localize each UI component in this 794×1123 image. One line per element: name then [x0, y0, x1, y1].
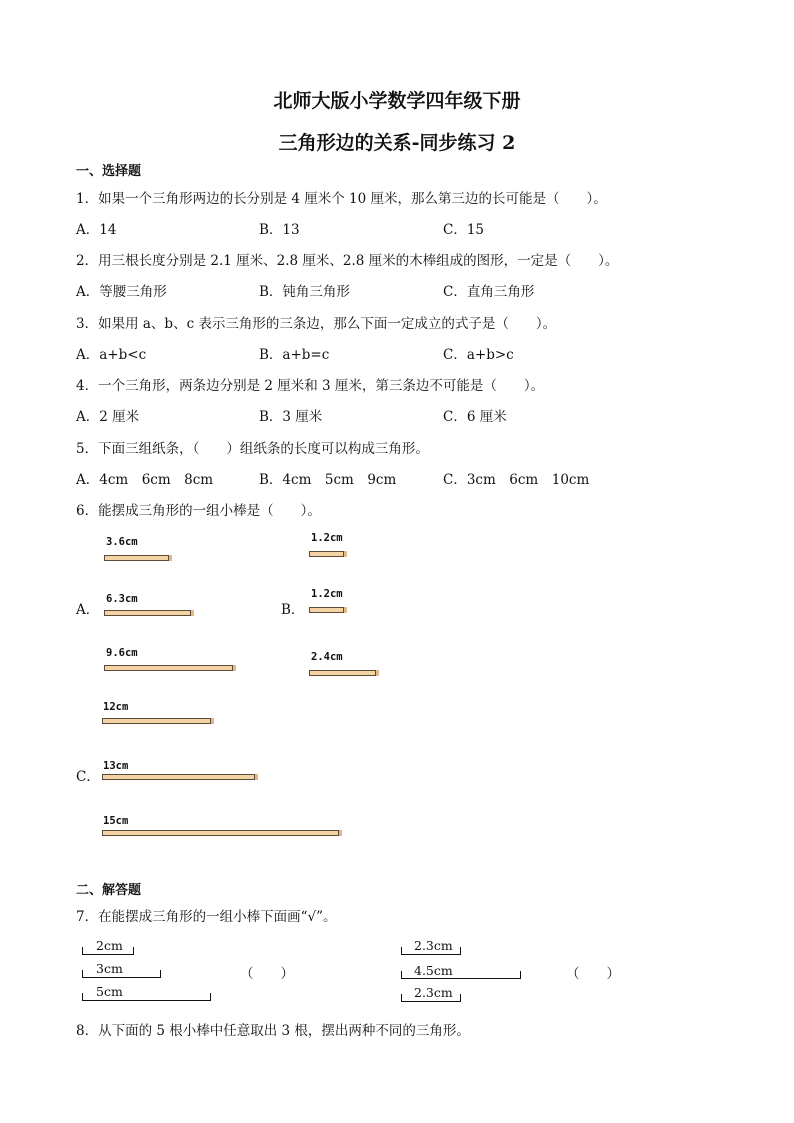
seg-left1 — [82, 947, 134, 955]
seg-left3-label: 5cm — [96, 984, 123, 999]
question-6: 6．能摆成三角形的一组小棒是（ ）。 — [76, 503, 321, 519]
q1-option-c: C．15 — [443, 222, 485, 238]
seg-left2-label: 3cm — [96, 961, 123, 976]
answer-blank-left[interactable]: （ ） — [240, 966, 294, 982]
question-7: 7．在能摆成三角形的一组小棒下面画“√”。 — [76, 909, 337, 925]
seg-right2 — [401, 971, 521, 979]
q3-option-a: A．a+b<c — [76, 347, 147, 363]
stick-a2-label: 6.3cm — [106, 593, 138, 605]
stick-a2 — [104, 610, 194, 616]
stick-b3 — [309, 670, 379, 676]
section-heading-choice: 一、选择题 — [76, 164, 142, 179]
stick-b1 — [309, 551, 347, 557]
section-heading-answer: 二、解答题 — [76, 883, 142, 898]
stick-b3-label: 2.4cm — [311, 651, 343, 663]
stick-c2-label: 13cm — [103, 760, 129, 772]
question-2: 2．用三根长度分别是 2.1 厘米、2.8 厘米、2.8 厘米的木棒组成的图形，一定是（ ）。 — [76, 253, 619, 269]
q6-option-a: A． — [76, 602, 100, 618]
q5-option-a: A．4cm 6cm 8cm — [76, 472, 214, 488]
question-3: 3．如果用 a、b、c 表示三角形的三条边，那么下面一定成立的式子是（ ）。 — [76, 316, 557, 332]
q6-option-b: B． — [281, 602, 305, 618]
stick-b1-label: 1.2cm — [311, 532, 343, 544]
q5-option-b: B．4cm 5cm 9cm — [259, 472, 397, 488]
q1-option-a: A．14 — [76, 222, 117, 238]
seg-right2-label: 4.5cm — [414, 963, 453, 978]
answer-blank-right[interactable]: （ ） — [566, 966, 620, 982]
q3-option-c: C．a+b>c — [443, 347, 514, 363]
page-subtitle: 三角形边的关系-同步练习 2 — [278, 132, 516, 154]
question-4: 4．一个三角形，两条边分别是 2 厘米和 3 厘米，第三条边不可能是（ ）。 — [76, 378, 545, 394]
stick-b2-label: 1.2cm — [311, 588, 343, 600]
seg-left2 — [82, 970, 161, 978]
seg-right3-label: 2.3cm — [414, 985, 453, 1000]
seg-right3 — [401, 994, 461, 1002]
seg-right1-label: 2.3cm — [414, 938, 453, 953]
q2-option-b: B．钝角三角形 — [259, 284, 350, 300]
stick-b2 — [309, 607, 347, 613]
stick-c3-label: 15cm — [103, 815, 129, 827]
q4-option-b: B．3 厘米 — [259, 409, 323, 425]
question-1: 1．如果一个三角形两边的长分别是 4 厘米个 10 厘米，那么第三边的长可能是（ ）。 — [76, 191, 607, 207]
stick-a3-label: 9.6cm — [106, 647, 138, 659]
stick-c1 — [102, 718, 214, 724]
question-5: 5．下面三组纸条，（ ）组纸条的长度可以构成三角形。 — [76, 441, 429, 457]
stick-a1-label: 3.6cm — [106, 536, 138, 548]
stick-a1 — [104, 555, 172, 561]
stick-a3 — [104, 665, 236, 671]
seg-right1 — [401, 947, 461, 955]
stick-c3 — [102, 830, 342, 836]
seg-left3 — [82, 993, 211, 1001]
seg-left1-label: 2cm — [96, 938, 123, 953]
q1-option-b: B．13 — [259, 222, 300, 238]
stick-c1-label: 12cm — [103, 701, 129, 713]
q4-option-a: A．2 厘米 — [76, 409, 140, 425]
q2-option-c: C．直角三角形 — [443, 284, 535, 300]
question-8: 8．从下面的 5 根小棒中任意取出 3 根，摆出两种不同的三角形。 — [76, 1023, 470, 1039]
q3-option-b: B．a+b=c — [259, 347, 330, 363]
stick-c2 — [102, 774, 258, 780]
q2-option-a: A．等腰三角形 — [76, 284, 167, 300]
q5-option-c: C．3cm 6cm 10cm — [443, 472, 590, 488]
q6-option-c: C． — [76, 769, 100, 785]
q4-option-c: C．6 厘米 — [443, 409, 507, 425]
page-title: 北师大版小学数学四年级下册 — [273, 90, 521, 112]
